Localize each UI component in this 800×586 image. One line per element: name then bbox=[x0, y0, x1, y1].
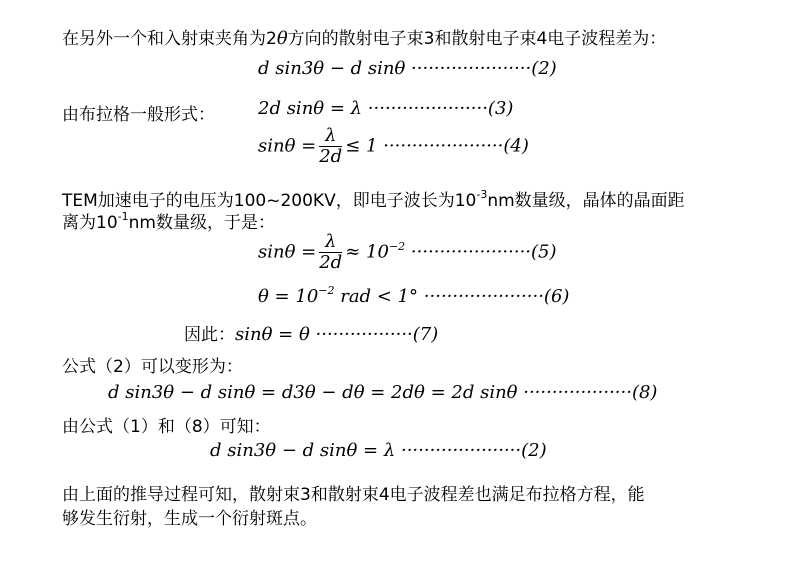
eq4-fraction bbox=[319, 126, 342, 167]
eq5-rhs-b: ·····················(5) bbox=[405, 241, 557, 263]
eq5-fraction bbox=[319, 232, 342, 273]
eq4-rhs: ≤ 1 ·····················(4) bbox=[345, 135, 529, 157]
equation-3: 2d sinθ = λ ·····················(3) bbox=[258, 98, 514, 119]
eq5-rhs-a: ≈ 10 bbox=[345, 241, 389, 263]
paragraph-path-difference bbox=[62, 24, 666, 49]
equation-5 bbox=[258, 232, 557, 273]
tem-line1-exponent: -3 bbox=[476, 188, 488, 202]
tem-line2-exponent: -1 bbox=[117, 210, 129, 224]
bragg-label: 由布拉格一般形式： bbox=[62, 105, 215, 125]
paragraph-text-a: 在另外一个和入射束夹角为2 bbox=[62, 29, 277, 49]
eq4-denominator: 2d bbox=[319, 146, 343, 167]
eq5-exponent: −2 bbox=[388, 239, 406, 253]
eq5-numerator: λ bbox=[319, 232, 342, 253]
theta-symbol: θ bbox=[276, 28, 288, 49]
tem-line1-text-b: nm数量级，晶体的晶面距 bbox=[487, 191, 685, 211]
eq6-text-b: rad < 1° ·····················(6) bbox=[334, 286, 570, 307]
conclusion-line-2: 够发生衍射，生成一个衍射斑点。 bbox=[62, 509, 317, 529]
formula-transform-label: 公式（2）可以变形为： bbox=[62, 357, 243, 377]
eq5-lhs: sinθ = bbox=[258, 241, 317, 263]
tem-line2-text-b: nm数量级，于是： bbox=[128, 213, 275, 233]
conclusion-line-1: 由上面的推导过程可知，散射束3和散射束4电子波程差也满足布拉格方程，能 bbox=[62, 485, 645, 505]
equation-7 bbox=[184, 320, 438, 345]
eq4-lhs: sinθ = bbox=[258, 135, 317, 157]
equation-2-result: d sin3θ − d sinθ = λ ·····················(2) bbox=[210, 440, 547, 461]
eq4-numerator: λ bbox=[319, 126, 342, 147]
eq5-denominator: 2d bbox=[319, 252, 343, 273]
paragraph-text-b: 方向的散射电子束3和散射电子束4电子波程差为： bbox=[287, 29, 667, 49]
tem-line2-text-a: 离为10 bbox=[62, 213, 118, 233]
tem-line1-text-a: TEM加速电子的电压为100~200KV，即电子波长为10 bbox=[62, 191, 477, 211]
equation-2: d sin3θ − d sinθ ·····················(2) bbox=[258, 58, 557, 79]
equation-8: d sin3θ − d sinθ = d3θ − dθ = 2dθ = 2d sinθ ···················(8) bbox=[108, 382, 658, 403]
tem-line-2 bbox=[62, 208, 275, 233]
eq6-text-a: θ = 10 bbox=[258, 286, 319, 307]
equation-4 bbox=[258, 126, 529, 167]
eq6-exponent: −2 bbox=[318, 284, 335, 297]
equation-6 bbox=[258, 286, 569, 307]
from-formulas-label: 由公式（1）和（8）可知： bbox=[62, 417, 271, 437]
eq7-expression: sinθ = θ ·················(7) bbox=[235, 324, 439, 345]
eq7-label: 因此： bbox=[184, 325, 235, 345]
